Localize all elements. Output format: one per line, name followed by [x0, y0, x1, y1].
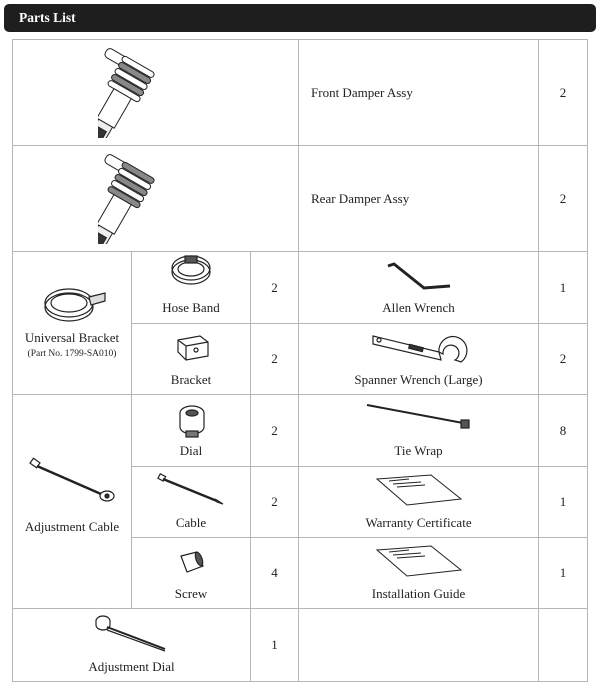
allen-wrench-name: Allen Wrench [382, 300, 455, 315]
spanner-wrench-icon [369, 332, 469, 368]
tie-wrap-qty: 8 [539, 395, 588, 467]
table-row [13, 252, 588, 324]
table-row [13, 609, 588, 682]
damper-icon [98, 48, 228, 138]
damper-icon [98, 154, 228, 244]
front-damper-qty: 2 [539, 40, 588, 146]
parts-table [12, 39, 588, 682]
screw-icon [177, 550, 207, 576]
table-row [13, 146, 588, 252]
dial-qty: 2 [251, 395, 299, 467]
table-row [13, 40, 588, 146]
installation-guide-name: Installation Guide [371, 586, 466, 601]
cable-qty: 2 [251, 467, 299, 538]
bracket-icon [174, 334, 214, 364]
spanner-wrench-name: Spanner Wrench (Large) [354, 372, 483, 387]
bracket-name: Bracket [170, 372, 212, 387]
rear-damper-qty: 2 [539, 146, 588, 252]
bracket-cell [132, 324, 251, 395]
empty-cell [299, 609, 539, 682]
adjustment-dial-cell [13, 609, 251, 682]
universal-bracket-icon [41, 279, 111, 329]
warranty-certificate-cell [299, 467, 539, 538]
universal-bracket-cell [13, 252, 132, 395]
dial-name: Dial [179, 443, 203, 458]
installation-guide-cell [299, 538, 539, 609]
spanner-wrench-cell [299, 324, 539, 395]
installation-guide-qty: 1 [539, 538, 588, 609]
cable-icon [157, 473, 227, 507]
rear-damper-image-cell [13, 146, 299, 252]
adjustment-dial-icon [93, 613, 173, 653]
document-icon [375, 473, 465, 507]
bracket-qty: 2 [251, 324, 299, 395]
empty-cell [539, 609, 588, 682]
parts-list-title: Parts List [19, 10, 76, 25]
cable-name: Cable [175, 515, 207, 530]
hose-band-name: Hose Band [162, 300, 220, 315]
allen-wrench-cell [299, 252, 539, 324]
adjustment-cable-name: Adjustment Cable [24, 519, 120, 534]
adjustment-cable-cell [13, 395, 132, 609]
allen-wrench-qty: 1 [539, 252, 588, 324]
warranty-certificate-qty: 1 [539, 467, 588, 538]
parts-list-header [4, 4, 596, 32]
tie-wrap-cell [299, 395, 539, 467]
adjustment-cable-icon [29, 456, 119, 506]
hose-band-qty: 2 [251, 252, 299, 324]
allen-wrench-icon [384, 262, 454, 292]
universal-bracket-part-no: (Part No. 1799-SA010) [27, 348, 117, 359]
tie-wrap-name: Tie Wrap [394, 443, 443, 458]
adjustment-dial-name: Adjustment Dial [88, 659, 175, 674]
front-damper-name: Front Damper Assy [299, 40, 539, 146]
cable-cell [132, 467, 251, 538]
rear-damper-name: Rear Damper Assy [299, 146, 539, 252]
tie-wrap-icon [365, 401, 475, 431]
dial-cell [132, 395, 251, 467]
dial-icon [177, 403, 207, 439]
spanner-wrench-qty: 2 [539, 324, 588, 395]
hose-band-cell [132, 252, 251, 324]
screw-qty: 4 [251, 538, 299, 609]
front-damper-image-cell [13, 40, 299, 146]
adjustment-dial-qty: 1 [251, 609, 299, 682]
table-row [13, 395, 588, 467]
screw-cell [132, 538, 251, 609]
warranty-certificate-name: Warranty Certificate [365, 515, 472, 530]
hose-band-icon [169, 254, 215, 288]
document-icon [375, 544, 465, 578]
screw-name: Screw [174, 586, 208, 601]
universal-bracket-name: Universal Bracket [24, 329, 120, 345]
